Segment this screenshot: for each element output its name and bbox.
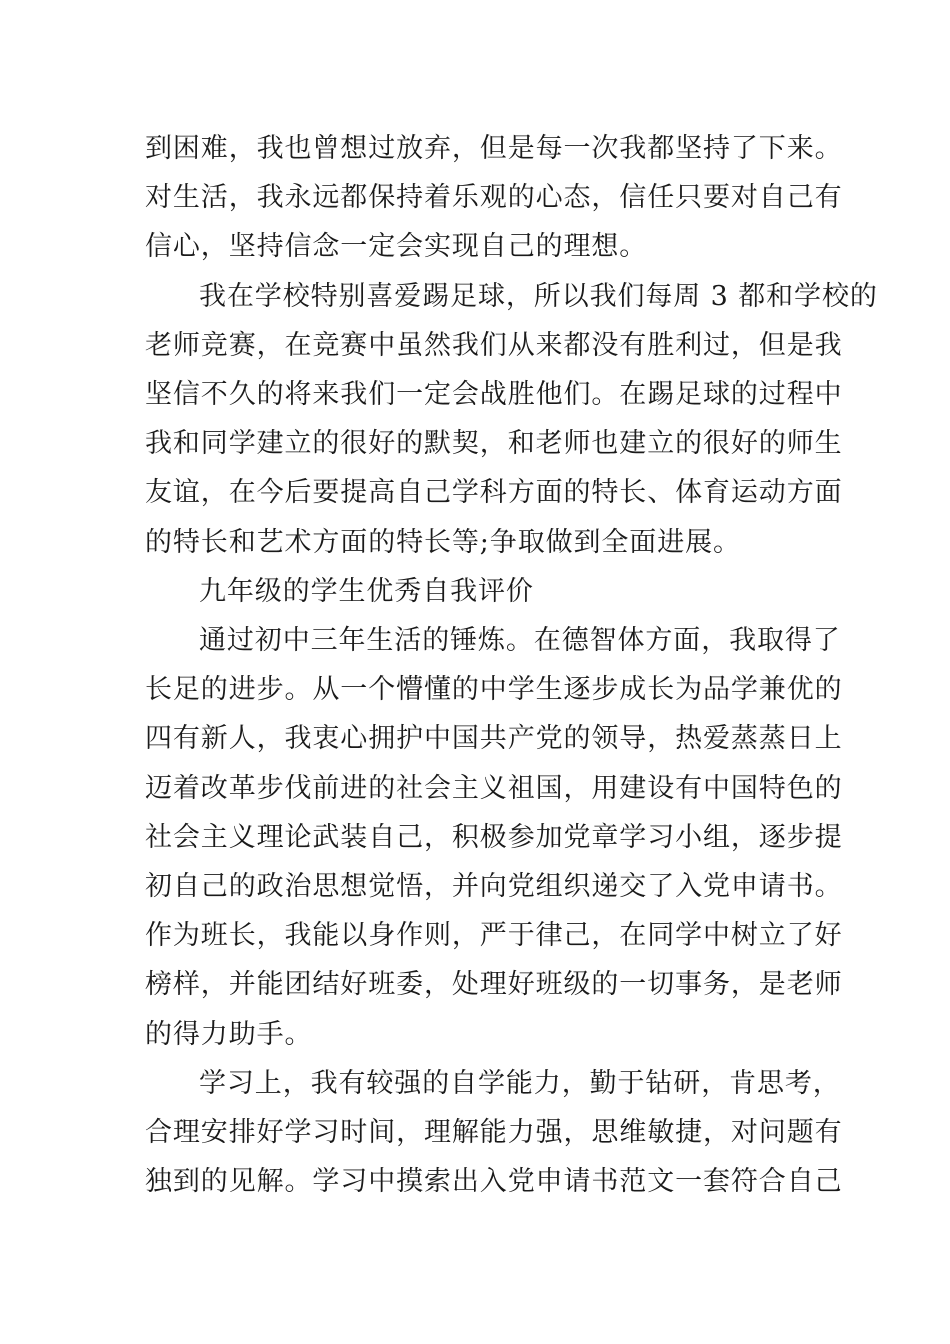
text-line: 四有新人，我衷心拥护中国共产党的领导，热爱蒸蒸日上 bbox=[145, 723, 843, 755]
paragraph-4 bbox=[145, 1059, 843, 1207]
text-line: 我在学校特别喜爱踢足球，所以我们每周 3 都和学校的 bbox=[199, 280, 878, 312]
text-line: 社会主义理论武装自己，积极参加党章学习小组，逐步提 bbox=[145, 821, 843, 853]
document-body bbox=[145, 124, 878, 1206]
section-heading bbox=[145, 567, 808, 616]
section-title: 九年级的学生优秀自我评价 bbox=[199, 575, 534, 607]
text-line: 对生活，我永远都保持着乐观的心态，信任只要对自己有 bbox=[145, 182, 843, 214]
text-line: 的特长和艺术方面的特长等;争取做到全面进展。 bbox=[145, 526, 741, 558]
text-line: 老师竞赛，在竞赛中虽然我们从来都没有胜利过，但是我 bbox=[145, 329, 843, 361]
text-line: 到困难，我也曾想过放弃，但是每一次我都坚持了下来。 bbox=[145, 133, 843, 164]
text-line: 我和同学建立的很好的默契，和老师也建立的很好的师生 bbox=[145, 428, 843, 460]
text-line: 信心，坚持信念一定会实现自己的理想。 bbox=[145, 231, 648, 263]
text-line: 坚信不久的将来我们一定会战胜他们。在踢足球的过程中 bbox=[145, 379, 843, 411]
paragraph-1 bbox=[145, 124, 843, 272]
text-line: 独到的见解。学习中摸索出入党申请书范文一套符合自己 bbox=[145, 1166, 843, 1198]
text-line: 合理安排好学习时间，理解能力强，思维敏捷，对问题有 bbox=[145, 1117, 843, 1149]
text-line: 榜样，并能团结好班委，处理好班级的一切事务，是老师 bbox=[145, 969, 843, 1001]
paragraph-3 bbox=[145, 616, 843, 1059]
text-line: 的得力助手。 bbox=[145, 1018, 313, 1050]
text-line: 初自己的政治思想觉悟，并向党组织递交了入党申请书。 bbox=[145, 871, 843, 903]
text-line: 作为班长，我能以身作则，严于律己，在同学中树立了好 bbox=[145, 920, 843, 952]
paragraph-2 bbox=[145, 272, 878, 567]
text-line: 通过初中三年生活的锤炼。在德智体方面，我取得了 bbox=[199, 625, 841, 657]
text-line: 迈着改革步伐前进的社会主义祖国，用建设有中国特色的 bbox=[145, 772, 843, 804]
text-line: 长足的进步。从一个懵懂的中学生逐步成长为品学兼优的 bbox=[145, 674, 843, 706]
text-line: 学习上，我有较强的自学能力，勤于钻研，肯思考， bbox=[199, 1067, 841, 1099]
text-line: 友谊，在今后要提高自己学科方面的特长、体育运动方面 bbox=[145, 477, 843, 509]
